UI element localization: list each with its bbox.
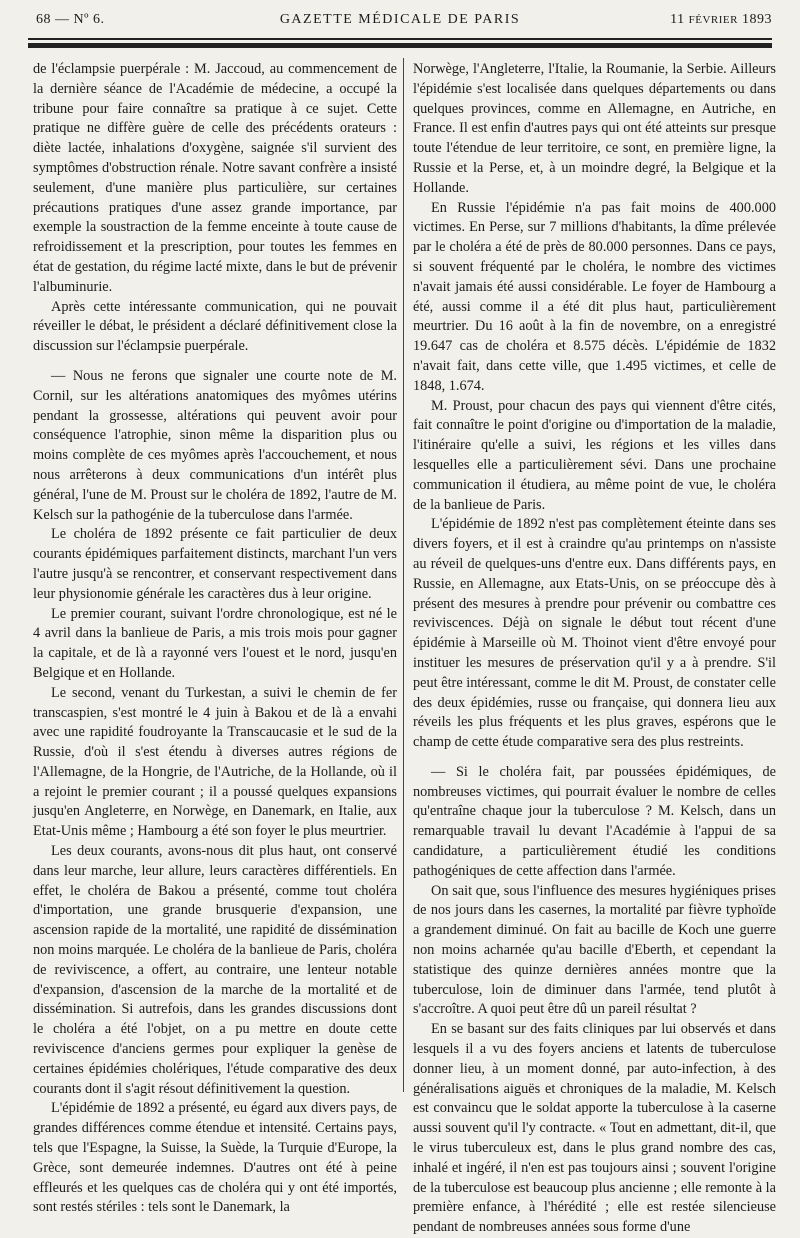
- paragraph: — Si le choléra fait, par poussées épidémiques, de nombreuses victimes, qui pourrait évaluer le nombre de celles qu'entraîne chaque jour la tuberculose ? M. Kelsch, dans un remarquable travail lu devant l'Académie à l'appui de sa candidature, a particulièrement étudié les conditions pathogéniques de cette affection dans l'armée.: [413, 763, 776, 879]
- paragraph: En se basant sur des faits cliniques par lui observés et dans lesquels il a vu des foyers anciens et latents de tuberculose donner lieu, à un moment donné, par auto-infection, à des généralisations aiguës et chroniques de la maladie, M. Kelsch est convaincu que le soldat apporte la tuberculose à la caserne aussi souvent qu'il l'y contracte. « Tout en admettant, dit-il, que le virus tuberculeux est, dans le plus grand nombre des cas, inhalé et ingéré, il n'en est pas toujours ainsi ; souvent l'origine de la tuberculose est beaucoup plus ancienne ; elle remonte à la première enfance, à l'hérédité ; elle est restée silencieuse pendant de nombreuses années sous forme d'une: [413, 1021, 776, 1236]
- header-rule-thin: [28, 38, 772, 40]
- paragraph: Le second, venant du Turkestan, a suivi le chemin de fer transcaspien, s'est montré le 4 juin à Bakou et de là a envahi avec une rapidité foudroyante la Transcaucasie et le sud de la Russie, d'où il s'est étendu à diverses autres régions de l'Allemagne, de la Hongrie, de l'Autriche, de la Hollande, où il a rejoint le premier courant ; il a poussé quelques expansions jusqu'en Angleterre, en Norwège, en Danemark, en Italie, aux Etat-Unis même ; Hambourg a été son foyer le plus meurtrier.: [33, 684, 397, 840]
- paragraph: de l'éclampsie puerpérale : M. Jaccoud, au commencement de la dernière séance de l'Académie de médecine, a occupé la tribune pour faire connaître sa pratique à ce sujet. Cette pratique ne diffère guère de celle des précédents orateurs : diète lactée, inhalations d'oxygène, saignée s'il survient des symptômes d'obstruction rénale. Notre savant confrère a insisté seulement, d'une manière plus particulière, sur certaines précautions pratiques d'une assez grande importance, par exemple la soustraction de la femme enceinte à toute cause de refroidissement et la prescription, pour toutes les femmes en état de gestation, du régime lacté mixte, dans le but de prévenir l'albuminurie.: [33, 61, 397, 295]
- paragraph: Après cette intéressante communication, qui ne pouvait réveiller le débat, le président a déclaré définitivement close la discussion sur l'éclampsie puerpérale.: [33, 298, 397, 355]
- paragraph: L'épidémie de 1892 a présenté, eu égard aux divers pays, de grandes différences comme étendue et intensité. Certains pays, tels que l'Espagne, la Suisse, la Suède, la Turquie d'Europe, la Grèce, sont demeurée indemnes. D'autres ont été à peine effleurés et les quelques cas de choléra qui y ont été importés, sont restés stériles : tels sont le Danemark, la: [33, 1100, 397, 1216]
- paragraph: Le choléra de 1892 présente ce fait particulier de deux courants épidémiques parfaitement distincts, marchant l'un vers l'autre jusqu'à se rencontrer, et conservant respectivement dans leur physionomie générale les caractères dus à leur origine.: [33, 526, 397, 602]
- paragraph: M. Proust, pour chacun des pays qui viennent d'être cités, fait connaître le point d'origine ou d'importation de la maladie, l'itinéraire qu'elle a suivi, les régions et les villes dans lesquelles elle a particulièrement sévi. Dans une prochaine communication il étudiera, au même point de vue, le choléra de la banlieue de Paris.: [413, 397, 776, 513]
- header-rule-thick: [28, 43, 772, 48]
- paragraph: Le premier courant, suivant l'ordre chronologique, est né le 4 avril dans la banlieue de Paris, a mis trois mois pour gagner la capitale, et de là a rayonné vers l'ouest et le nord, jusqu'en Belgique et en Hollande.: [33, 605, 397, 681]
- issue-date-month: FÉVRIER: [688, 14, 738, 26]
- paragraph: Norwège, l'Angleterre, l'Italie, la Roumanie, la Serbie. Ailleurs l'épidémie s'est localisée dans quelques départements ou dans quelques provinces, comme en Allemagne, en Autriche, en France. Il est enfin d'autres pays qui ont été atteints sur presque toute l'étendue de leur territoire, ce sont, en première ligne, la Russie et la Perse, et, à un moindre degré, la Belgique et la Hollande.: [413, 61, 776, 196]
- issue-date-day: 11: [670, 12, 685, 27]
- page-number: 68 — Nº 6.: [36, 12, 105, 27]
- issue-date-year: 1893: [742, 12, 772, 27]
- page-header: [28, 12, 772, 34]
- left-column: [33, 60, 397, 1216]
- journal-title: GAZETTE MÉDICALE DE PARIS: [279, 12, 521, 27]
- right-column: [413, 60, 776, 1236]
- paragraph: — Nous ne ferons que signaler une courte note de M. Cornil, sur les altérations anatomiques des myômes utérins pendant la grossesse, altérations qui peuvent avoir pour conséquence l'atrophie, sinon même la disparition plus ou moins complète de ces myômes après l'accouchement, et nous nous arrêterons à deux communications d'un intérêt plus général, l'une de M. Proust sur le choléra de 1892, l'autre de M. Kelsch sur la pathogénie de la tuberculose dans l'armée.: [33, 367, 397, 523]
- column-divider: [403, 58, 404, 1092]
- issue-date: [670, 12, 772, 28]
- paragraph: En Russie l'épidémie n'a pas fait moins de 400.000 victimes. En Perse, sur 7 millions d'habitants, la dîme prélevée par le choléra a été de près de 80.000 personnes. Dans ce pays, si souvent fréquenté par le choléra, le nombre des victimes n'avait jamais été aussi considérable. Le foyer de Hambourg a été, aussi comme il a été dit plus haut, particulièrement meurtrier. Du 16 août à la fin de novembre, on a enregistré 19.647 cas de choléra et 8.575 décès. L'épidémie de 1832 n'avait fait, dans cette ville, que 1.495 victimes, et celle de 1848, 1.674.: [413, 199, 776, 394]
- paragraph: L'épidémie de 1892 n'est pas complètement éteinte dans ses divers foyers, et il est à craindre qu'au printemps on n'assiste au réveil de quelques-uns d'entre eux. Dans différents pays, en Russie, en Allemagne, aux Etats-Unis, on se préoccupe dès à présent des mesures à prendre pour prévenir ou combattre ces reviviscences. Déjà on signale le début tout récent d'une épidémie à Marseille où M. Thoinot vient d'être envoyé pour instituer les mesures de préservation qu'il y a à prendre. S'il peut être intéressant, comme le dit M. Proust, de constater celle des deux épidémies, russe ou française, qui donnera lieu aux réveils les plus fréquents et les plus graves, espérons que le champ de cette étude comparative sera des plus restreints.: [413, 516, 776, 751]
- paragraph: Les deux courants, avons-nous dit plus haut, ont conservé dans leur marche, leur allure, leurs caractères différentiels. En effet, le choléra de Bakou a présenté, comme tout choléra d'importation, une grande brusquerie d'expansion, une ascension rapide de la mortalité, une rapidité de dissémination non moins marquée. Le choléra de la banlieue de Paris, choléra de reviviscence, a offert, au contraire, une lenteur notable d'expansion, d'ascension de la marche de la mortalité et de dissémination. Si autrefois, dans les grandes discussions dont le choléra a été l'objet, on a pu mettre en doute cette reviviscence d'anciens germes pour expliquer la genèse de certaines épidémies cholériques, l'étude comparative des deux courants dont il s'agit résout définitivement la question.: [33, 843, 397, 1097]
- paragraph: On sait que, sous l'influence des mesures hygiéniques prises de nos jours dans les casernes, la mortalité par fièvre typhoïde a grandement diminué. On fait au bacille de Koch une guerre non moins acharnée qu'au bacille d'Eberth, et cependant la statistique des quinze dernières années montre que la tuberculose, loin de diminuer dans l'armée, tend plutôt à s'accroître. A quoi peut être dû un pareil résultat ?: [413, 882, 776, 1018]
